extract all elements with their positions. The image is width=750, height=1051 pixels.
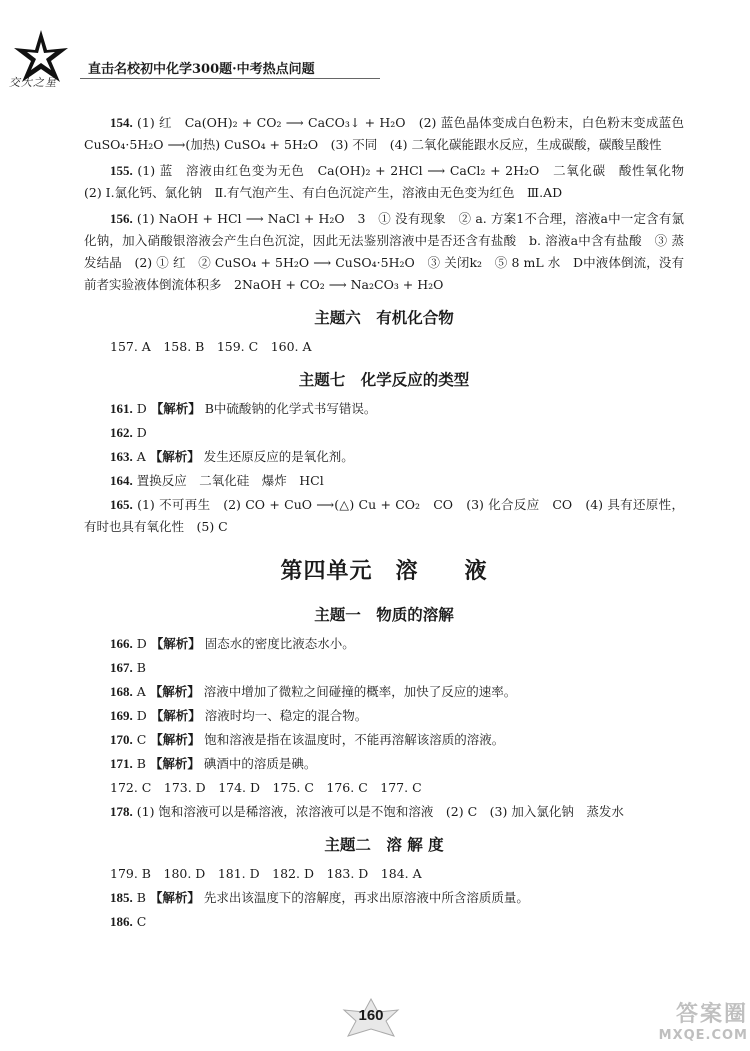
analysis-tag: 【解析】 [149, 890, 200, 905]
answer-content [84, 112, 697, 935]
answer-choice: D [136, 708, 147, 723]
question-number: 164. [110, 473, 133, 488]
question-number: 178. [110, 804, 133, 819]
answer-156 [84, 208, 684, 296]
analysis-text: 溶液中增加了微粒之间碰撞的概率，加快了反应的速率。 [203, 684, 517, 699]
analysis-tag: 【解析】 [149, 756, 200, 771]
answer-171 [84, 753, 684, 775]
question-number: 167. [110, 660, 133, 675]
header-divider [80, 78, 380, 79]
answer-161 [84, 398, 684, 420]
answer-text: (1) 饱和溶液可以是稀溶液，浓溶液可以是不饱和溶液 (2) C (3) 加入氯化钠 蒸发水 [136, 804, 624, 819]
analysis-text: 固态水的密度比液态水小。 [204, 636, 355, 651]
question-number: 165. [110, 497, 133, 512]
answer-154 [84, 112, 697, 156]
series-title: 直击名校初中化学300题·中考热点问题 [88, 62, 315, 77]
answer-163 [84, 446, 684, 468]
answer-choice: A [136, 449, 146, 464]
analysis-text: 溶液时均一、稳定的混合物。 [204, 708, 368, 723]
analysis-tag: 【解析】 [149, 684, 200, 699]
answer-text: (1) 蓝 溶液由红色变为无色 Ca(OH)₂ + 2HCl ⟶ CaCl₂ + 2H₂O 二氧化碳 酸性氧化物 (2) Ⅰ.氯化钙、氯化钠 Ⅱ.有气泡产生、有白色沉淀产生，溶液由无色变为红色 Ⅲ.AD [84, 163, 697, 200]
answer-line-179: 179. B 180. D 181. D 182. D 183. D 184. A [110, 866, 422, 881]
section-title-dissolution: 主题一 物质的溶解 [314, 606, 454, 624]
answer-line-157: 157. A 158. B 159. C 160. A [110, 339, 312, 354]
answer-185 [84, 887, 684, 909]
answer-166 [84, 633, 684, 655]
question-number: 154. [110, 115, 133, 130]
answer-choice: A [136, 684, 146, 699]
section-title-reaction-types: 主题七 化学反应的类型 [298, 371, 470, 389]
answer-text: 置换反应 二氧化硅 爆炸 HCl [136, 473, 324, 488]
answer-text: (1) 不可再生 (2) CO + CuO ⟶(△) Cu + CO₂ CO (3) 化合反应 CO (4) 具有还原性，有时也具有氧化性 (5) C [84, 497, 684, 534]
logo-text: 交大之星 [9, 76, 57, 89]
question-number: 163. [110, 449, 133, 464]
section-title-solubility: 主题二 溶 解 度 [324, 836, 444, 854]
answer-choice: D [136, 636, 147, 651]
analysis-tag: 【解析】 [150, 636, 201, 651]
question-number: 166. [110, 636, 133, 651]
page-number: 160 [358, 1007, 384, 1024]
question-number: 155. [110, 163, 133, 178]
analysis-tag: 【解析】 [150, 732, 201, 747]
analysis-text: 先求出该温度下的溶解度，再求出原溶液中所含溶质质量。 [203, 890, 529, 905]
answer-170 [84, 729, 684, 751]
answer-text: (1) 红 Ca(OH)₂ + CO₂ ⟶ CaCO₃↓ + H₂O (2) 蓝色晶体变成白色粉末，白色粉末变成蓝色 CuSO₄·5H₂O ⟶(加热) CuSO₄ + 5H₂O (3) 不同 (4) 二氧化碳能跟水反应，生成碳酸，碳酸呈酸性 [84, 115, 697, 152]
question-number: 170. [110, 732, 133, 747]
section-title-organic: 主题六 有机化合物 [314, 309, 454, 327]
question-number: 171. [110, 756, 133, 771]
question-number: 156. [110, 211, 133, 226]
question-number: 169. [110, 708, 133, 723]
question-number: 185. [110, 890, 133, 905]
answer-choice: D [136, 425, 147, 440]
question-number: 162. [110, 425, 133, 440]
answer-line-172: 172. C 173. D 174. D 175. C 176. C 177. C [110, 780, 422, 795]
answer-164 [84, 470, 684, 492]
answer-178 [84, 801, 684, 823]
answer-text: (1) NaOH + HCl ⟶ NaCl + H₂O 3 ① 没有现象 ② a. 方案1不合理，溶液a中一定含有氯化钠，加入硝酸银溶液会产生白色沉淀，因此无法鉴别溶液中是否还含有盐酸 b. 溶液a中含有盐酸 ③ 蒸发结晶 (2) ① 红 ② CuSO₄ + 5H₂O ⟶ CuSO₄·5H₂O ③ 关闭k₂ ⑤ 8 mL 水 D中液体倒流，没有前者实验液体倒流体积多 2NaOH + CO₂ ⟶ Na₂CO₃ + H₂O [84, 211, 684, 292]
analysis-tag: 【解析】 [150, 401, 201, 416]
question-number: 186. [110, 914, 133, 929]
analysis-text: 碘酒中的溶质是碘。 [203, 756, 317, 771]
analysis-text: 饱和溶液是指在该温度时，不能再溶解该溶质的溶液。 [204, 732, 505, 747]
analysis-text: 发生还原反应的是氧化剂。 [203, 449, 354, 464]
answer-169 [84, 705, 684, 727]
answer-186 [84, 911, 684, 933]
watermark-title: 答案圈 [675, 1002, 748, 1027]
analysis-tag: 【解析】 [149, 449, 200, 464]
question-number: 168. [110, 684, 133, 699]
answer-167 [84, 657, 684, 679]
page-header [0, 0, 750, 100]
answer-165 [84, 494, 684, 538]
analysis-tag: 【解析】 [150, 708, 201, 723]
answer-choice: B [136, 756, 146, 771]
watermark-url: MXQE.COM [658, 1028, 748, 1043]
answer-162 [84, 422, 684, 444]
answer-choice: B [136, 660, 146, 675]
question-number: 161. [110, 401, 133, 416]
answer-choice: D [136, 401, 147, 416]
analysis-text: B中硫酸钠的化学式书写错误。 [204, 401, 377, 416]
answer-choice: C [136, 914, 147, 929]
answer-155 [84, 160, 697, 204]
answer-choice: C [136, 732, 147, 747]
answer-choice: B [136, 890, 146, 905]
unit-title: 第四单元 溶 液 [280, 559, 488, 584]
watermark [608, 1002, 748, 1050]
answer-168 [84, 681, 684, 703]
